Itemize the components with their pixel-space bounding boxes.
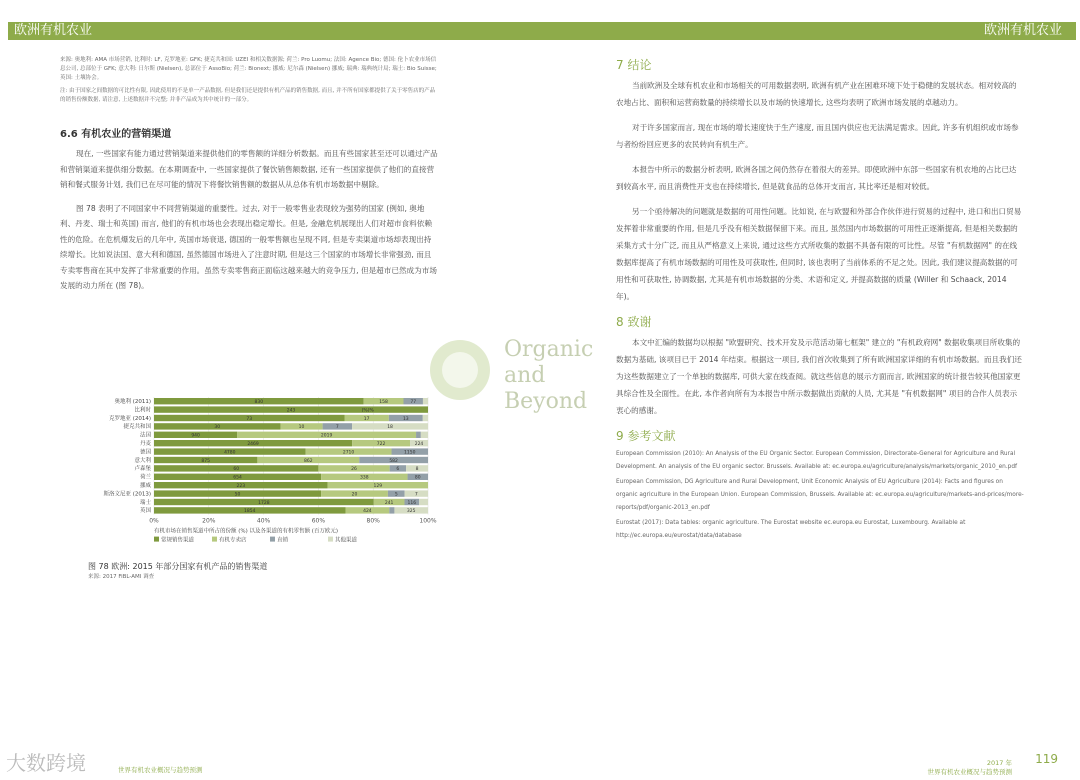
data-label: 129 <box>373 484 383 489</box>
bar-segment <box>416 432 421 438</box>
data-label: 26 <box>351 467 357 473</box>
right-header-bar <box>552 22 1076 40</box>
footer-year: 2017 年 <box>986 759 1012 767</box>
data-label: 875 <box>201 458 210 464</box>
category-label: 荷兰 <box>139 474 151 481</box>
sec9-title: 9 参考文献 <box>616 429 676 443</box>
category-label: 丹麦 <box>139 441 151 447</box>
data-label: 325 <box>406 509 416 515</box>
data-label: 30 <box>214 425 221 431</box>
category-label: 瑞士 <box>139 499 151 506</box>
data-label: 6 <box>396 467 400 473</box>
data-label: 50 <box>234 492 241 498</box>
x-tick-label: 80% <box>366 517 380 525</box>
paragraph: 本报告中所示的数据分析表明, 欧洲各国之间仍然存在着很大的差异。即使欧洲中东部一些国家有机农地的占比已达到较高水平, 而且消费性开支也在持续增长, 但是就食品的总体开支而言, 其比率还是相对较低。 <box>616 165 1017 191</box>
data-label: 20 <box>351 492 358 498</box>
watermark-line1: Organic <box>504 337 594 362</box>
bar-segment <box>419 499 428 505</box>
data-label: 60 <box>233 467 240 473</box>
paragraph: 本文中汇编的数据均以根据 "欧盟研究、技术开发及示范活动第七框架" 建立的 "有机政府网" 数据收集项目所收集的数据为基础, 该项目已于 2014 年结束。根据这一项目, 我们首次收集到了所有欧洲国家详细的有机市场数据。而且我们还为这些数据建立了一个单独的数据库, 可供大家在线查阅。就这些信息的展示方面而言, 欧洲国家的统计报告较其他国家更具综合性及全面性。在此, 本作者向所有为本报告中所示数据做出贡献的人员, 尤其是 "有机数据网" 项目的合作人员表示衷心的感谢。 <box>616 338 1022 415</box>
references <box>616 448 1024 543</box>
x-tick-label: 60% <box>311 517 326 525</box>
category-label: 法国 <box>139 432 151 439</box>
paragraph: 图 78 表明了不同国家中不同营销渠道的重要性。过去, 对于一般零售业表现较为强势的国家 (例如, 奥地利、丹麦、瑞士和英国) 而言, 他们的有机市场也会表现出稳定增长。但是, 金融危机展现出人们对超市食料依赖性的危险。在危机爆发后的几年中, 英国市场衰退, 德国的一般零售额也呈现不同, 但是专卖渠道市场却表现出持续增长。比如说法国、意大利和德国, 虽然德国市场进入了注意时期, 但是这三个国家的市场增长非常强劲, 而且专卖零售商在其中发挥了非常重要的作用。虽然专卖零售商正面临这越来越大的竞争压力, 但是超市已然成为市场发展的动力所在 (图 78)。 <box>60 203 437 290</box>
chart-annotation: (%)% <box>361 408 374 414</box>
data-label: 13 <box>402 416 409 422</box>
note-text: 注: 由于国家之间数据的可比性有限, 因此使用的不是单一产品数据, 但是我们还是提供有机产品的销售数据, 而且, 并不所有国家都提供了关于零售店的产品的销售份额数据, 请注意, 上述数据并不完整; 并非产品成为其中统计的一部分。 <box>60 88 436 103</box>
sec7-title: 7 结论 <box>616 58 652 72</box>
paragraph: 当前欧洲及全球有机农业和市场相关的可用数据表明, 欧洲有机产业在困难环境下处于稳健的发展状态。相对较高的农地占比、面积和运营商数量的持续增长以及市场的快速增长, 这些均表明了欧洲市场发展的卓越动力。 <box>616 81 1017 107</box>
category-label: 英国 <box>139 508 151 515</box>
legend-label: 常规销售渠道 <box>161 537 195 544</box>
data-label: 77 <box>410 400 417 405</box>
data-label: 80 <box>414 475 421 481</box>
reference-item: Eurostat (2017): Data tables: organic agriculture. The Eurostat website ec.europa.eu Eurostat, Luxembourg. Available at http://ec.europa.eu/eurostat/data/database <box>616 520 966 539</box>
data-label: 7 <box>335 425 339 431</box>
data-label: 5 <box>394 492 398 498</box>
bar-segment <box>421 432 428 438</box>
legend-label: 直销 <box>277 537 289 544</box>
chart-source: 来源: 2017 FiBL-AMI 调查 <box>88 574 155 580</box>
category-label: 克罗地亚 (2014) <box>108 415 151 422</box>
legend-swatch <box>328 537 333 542</box>
data-label: 18 <box>387 425 393 431</box>
legend-label: 其他渠道 <box>335 537 358 544</box>
sec8-title: 8 致谢 <box>616 315 652 329</box>
data-label: 2469 <box>247 442 259 447</box>
category-label: 德国 <box>139 449 151 456</box>
legend-label: 有机专卖店 <box>219 537 247 544</box>
right-header-title: 欧洲有机农业 <box>983 23 1062 38</box>
data-label: 224 <box>414 442 424 447</box>
data-label: 158 <box>379 400 388 405</box>
data-label: 940 <box>191 433 200 439</box>
data-label: 241 <box>384 500 394 506</box>
paragraph: 另一个亟待解决的问题就是数据的可用性问题。比如说, 在与欧盟和外部合作伙伴进行贸易的过程中, 进口和出口贸易发挥着非常重要的作用, 但是几乎没有相关数据保留下来。而且, 虽然国内市场数据的可用性正逐渐提高, 但是相关数据的采集方式十分广泛, 而且从严格意义上来说, 通过这些方式所收集的数据不具备有限的可比性。尽管 "有机数据网" 的在线数据库提高了有机市场数据的可用性及可获取性, 但同时, 该也表明了当前体系的不足之处。因此, 我们建议提高数据的可用性和可获取性, 协调数据, 尤其是有机市场数据的分类、术语和定义, 并提高数据的质量 (Willer 和 Schaack, 2014 年)。 <box>616 207 1022 301</box>
reference-item: European Commission (2010): An Analysis of the EU Organic Sector. European Commission, Directorate-General for Agriculture and Rural Development. An analysis of the EU organic sector. Brussels. Available at: ec.europa.eu/agriculture/analysis/markets/organic_2010_en.pdf <box>616 451 1018 470</box>
data-label: 722 <box>376 442 386 447</box>
paragraph: 现在, 一些国家有能力通过营销渠道来提供他们的零售额的详细分析数据。而且有些国家甚至还可以通过产品和营销渠道来提供细分数据。在本期调查中, 一些国家提供了餐饮销售额数据, 还有一些国家提供了他们的直接营销和餐式服务计划, 我们已在尽可能的情况下将餐饮销售额的数据从从总体有机市场数据中剔除。 <box>60 149 438 189</box>
organic-and-beyond-watermark <box>420 318 640 428</box>
bar-segment <box>389 507 394 513</box>
data-label: 2019 <box>320 433 333 439</box>
x-tick-label: 40% <box>256 517 271 525</box>
category-label: 斯洛文尼亚 (2013) <box>103 491 151 498</box>
section-title: 6.6 有机农业的营销渠道 <box>60 129 172 140</box>
data-label: 223 <box>236 484 246 489</box>
page-number: 119 <box>1035 752 1058 766</box>
sales-channel-chart <box>88 395 438 580</box>
data-label: 7 <box>414 492 418 498</box>
x-tick-label: 100% <box>419 517 437 525</box>
left-footer: 世界有机农业概况与趋势预测 <box>118 766 203 774</box>
right-page <box>616 56 1024 750</box>
data-label: 424 <box>363 509 372 515</box>
sources-text: 来源: 奥地利: AMA 市场营销, 比利时: LF, 克罗地亚: GFK; 捷克共和国: UZEI 和相关数据源; 荷兰: Pro Luomu; 法国: Agence Bio; 德国: 伦卜农业市场信息公司, 总部位于 GFK; 意大利: 日尔斯 (Nielsen), 总部位于 AssoBio; 荷兰: Bionext; 挪威: 尼尔森 (Nielsen) 挪威; 瑞典: 瑞典统计局; 瑞士: Bio Suisse; 英国: 土壤协会。 <box>60 57 437 81</box>
data-label: 17 <box>363 416 370 422</box>
paragraph: 对于许多国家而言, 现在市场的增长速度快于生产速度, 而且国内供应也无法满足需求。因此, 许多有机组织或市场参与者纷纷回应更多的农民转向有机生产。 <box>616 123 1019 149</box>
category-label: 意大利 <box>134 457 151 464</box>
brand-logo-text: 大数跨境 <box>6 751 86 775</box>
category-label: 奥地利 (2011) <box>114 399 151 405</box>
data-label: 8 <box>415 467 419 473</box>
category-label: 捷克共和国 <box>123 424 151 431</box>
legend-swatch <box>154 537 159 542</box>
category-label: 卢森堡 <box>134 466 151 473</box>
data-label: 4780 <box>224 450 236 456</box>
x-tick-label: 0% <box>149 517 159 525</box>
footer-title: 世界有机农业概况与趋势预测 <box>927 768 1012 776</box>
x-axis-label: 有机市场在销售渠道中所占的份额 (%) 以及各渠道的有机零售额 (百万欧元) <box>154 528 339 535</box>
data-label: 1854 <box>244 509 256 515</box>
data-label: 2710 <box>342 450 355 456</box>
data-label: 830 <box>254 400 264 405</box>
data-label: 862 <box>304 458 313 464</box>
data-label: 1150 <box>404 450 416 456</box>
legend-swatch <box>270 537 275 542</box>
data-label: 73 <box>246 416 253 422</box>
data-label: 243 <box>286 408 296 414</box>
legend-swatch <box>212 537 217 542</box>
data-label: 582 <box>389 458 398 464</box>
category-label: 挪威 <box>139 483 151 489</box>
left-header-title: 欧洲有机农业 <box>14 23 93 38</box>
category-label: 比利时 <box>134 407 151 414</box>
left-header-bar <box>8 22 552 40</box>
reference-item: European Commission, DG Agriculture and Rural Development, Unit Economic Analysis of EU Agriculture (2014): Facts and figures on organic agriculture in the European Union. European Commission, Brussels. Available at: ec.europa.eu/agriculture/markets-and-prices/more-reports/pdf/organic-2013_en.pdf <box>616 479 1024 511</box>
data-label: 338 <box>360 475 369 481</box>
data-label: 1728 <box>258 500 270 506</box>
right-footer <box>928 758 1013 776</box>
watermark-line2: and <box>504 363 546 388</box>
x-tick-label: 20% <box>202 517 216 525</box>
chart-svg <box>88 395 438 555</box>
data-label: 10 <box>298 425 305 431</box>
watermark-line3: Beyond <box>504 389 588 414</box>
data-label: 654 <box>233 475 242 481</box>
chart-caption: 图 78 欧洲: 2015 年部分国家有机产品的销售渠道 <box>88 562 268 571</box>
data-label: 116 <box>407 500 417 506</box>
